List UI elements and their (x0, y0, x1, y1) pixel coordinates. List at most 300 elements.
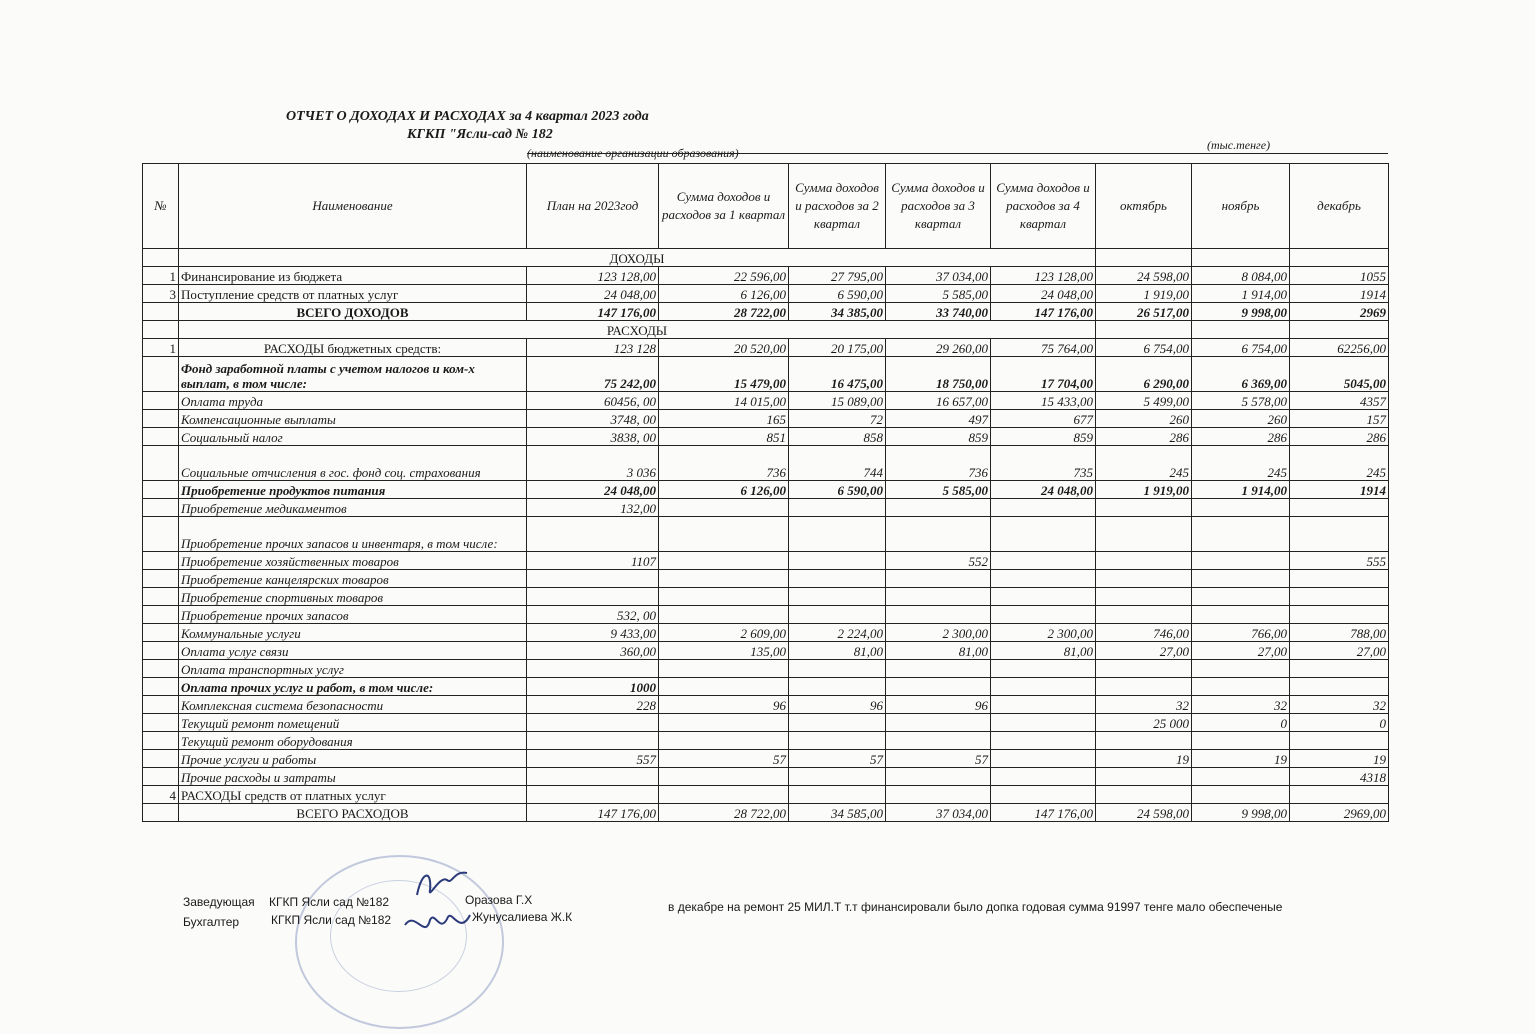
cell-dec: 4318 (1290, 768, 1389, 786)
organization-name: КГКП "Ясли-сад № 182 (407, 127, 553, 142)
col-header-dec: декабрь (1290, 164, 1389, 249)
cell-dec: 555 (1290, 552, 1389, 570)
table-row (143, 642, 1389, 660)
cell-q3 (886, 570, 991, 588)
cell-q2 (789, 606, 886, 624)
table-row (143, 714, 1389, 732)
row-name: Фонд заработной платы с учетом налогов и ком-х выплат, в том числе: (179, 357, 527, 392)
cell-plan: 3 036 (527, 446, 659, 481)
row-name: Социальные отчисления в гос. фонд соц. страхования (179, 446, 527, 481)
cell-oct (1096, 786, 1192, 804)
row-number (143, 481, 179, 499)
cell-q4: 81,00 (991, 642, 1096, 660)
table-row (143, 660, 1389, 678)
cell-q3 (886, 517, 991, 552)
cell-q2 (789, 768, 886, 786)
accountant-role: Бухгалтер (183, 915, 240, 929)
cell-q4 (991, 570, 1096, 588)
table-row (143, 481, 1389, 499)
cell-plan: 557 (527, 750, 659, 768)
row-name: Социальный налог (179, 428, 527, 446)
table-row (143, 285, 1389, 303)
cell-q4 (991, 517, 1096, 552)
cell-nov: 6 754,00 (1192, 339, 1290, 357)
section-title: РАСХОДЫ (179, 321, 1096, 339)
table-row (143, 339, 1389, 357)
cell-q4: 15 433,00 (991, 392, 1096, 410)
table-row (143, 696, 1389, 714)
row-number (143, 499, 179, 517)
section-row (143, 249, 1389, 267)
cell-oct (1096, 678, 1192, 696)
row-number (143, 588, 179, 606)
table-row (143, 624, 1389, 642)
row-number: 1 (143, 267, 179, 285)
cell-dec: 157 (1290, 410, 1389, 428)
cell-q3 (886, 660, 991, 678)
row-number: 4 (143, 786, 179, 804)
cell-plan: 1107 (527, 552, 659, 570)
cell-q3: 16 657,00 (886, 392, 991, 410)
row-number (143, 552, 179, 570)
cell-plan: 123 128 (527, 339, 659, 357)
cell-q4 (991, 786, 1096, 804)
cell-nov (1192, 786, 1290, 804)
cell-nov: 9 998,00 (1192, 804, 1290, 822)
cell-q1: 736 (659, 446, 789, 481)
cell-oct: 26 517,00 (1096, 303, 1192, 321)
cell-q4: 24 048,00 (991, 285, 1096, 303)
cell-dec: 1914 (1290, 285, 1389, 303)
row-name: Оплата труда (179, 392, 527, 410)
cell-q1 (659, 517, 789, 552)
row-number (143, 714, 179, 732)
cell-q1: 6 126,00 (659, 481, 789, 499)
cell-q2 (789, 732, 886, 750)
cell-q3: 5 585,00 (886, 285, 991, 303)
row-name: Прочие услуги и работы (179, 750, 527, 768)
cell-q4: 147 176,00 (991, 804, 1096, 822)
cell-oct: 32 (1096, 696, 1192, 714)
cell-q2: 81,00 (789, 642, 886, 660)
cell-q3: 5 585,00 (886, 481, 991, 499)
footnote: в декабре на ремонт 25 МИЛ.Т т.т финансировали было допка годовая сумма 91997 тенге мало обеспеченые (668, 900, 1283, 914)
row-number (143, 750, 179, 768)
cell-plan: 9 433,00 (527, 624, 659, 642)
col-header-q1: Сумма доходов и расходов за 1 квартал (659, 164, 789, 249)
cell-q4: 123 128,00 (991, 267, 1096, 285)
cell-plan: 360,00 (527, 642, 659, 660)
cell-q1 (659, 570, 789, 588)
cell-q4: 859 (991, 428, 1096, 446)
cell-q3 (886, 714, 991, 732)
cell-q2: 20 175,00 (789, 339, 886, 357)
col-header-q2: Сумма доходов и расходов за 2 квартал (789, 164, 886, 249)
table-row (143, 804, 1389, 822)
row-name: Поступление средств от платных услуг (179, 285, 527, 303)
row-name: Приобретение продуктов питания (179, 481, 527, 499)
row-number (143, 303, 179, 321)
cell-dec: 0 (1290, 714, 1389, 732)
cell-plan: 132,00 (527, 499, 659, 517)
row-number (143, 392, 179, 410)
table-row (143, 267, 1389, 285)
cell-q2 (789, 588, 886, 606)
row-name: Оплата услуг связи (179, 642, 527, 660)
report-table (142, 163, 1389, 822)
cell-q1: 14 015,00 (659, 392, 789, 410)
cell-q2: 15 089,00 (789, 392, 886, 410)
cell-plan: 147 176,00 (527, 804, 659, 822)
table-row (143, 750, 1389, 768)
cell-plan: 24 048,00 (527, 481, 659, 499)
table-row (143, 428, 1389, 446)
section-empty-cell (1192, 321, 1290, 339)
cell-plan: 228 (527, 696, 659, 714)
cell-q2: 34 385,00 (789, 303, 886, 321)
table-row (143, 446, 1389, 481)
row-number (143, 428, 179, 446)
row-name: РАСХОДЫ средств от платных услуг (179, 786, 527, 804)
cell-q1: 2 609,00 (659, 624, 789, 642)
section-row (143, 321, 1389, 339)
row-number: 3 (143, 285, 179, 303)
accountant-name: Жунусалиева Ж.К (472, 910, 573, 924)
cell-oct: 24 598,00 (1096, 804, 1192, 822)
row-number (143, 624, 179, 642)
cell-q4: 17 704,00 (991, 357, 1096, 392)
cell-q3: 2 300,00 (886, 624, 991, 642)
cell-dec: 19 (1290, 750, 1389, 768)
cell-oct (1096, 768, 1192, 786)
head-role: Заведующая (183, 895, 255, 909)
col-header-nov: ноябрь (1192, 164, 1290, 249)
cell-plan: 532, 00 (527, 606, 659, 624)
cell-oct (1096, 606, 1192, 624)
cell-plan (527, 786, 659, 804)
cell-q3: 81,00 (886, 642, 991, 660)
cell-q3: 96 (886, 696, 991, 714)
cell-q4 (991, 552, 1096, 570)
cell-q2: 6 590,00 (789, 481, 886, 499)
row-name: Прочие расходы и затраты (179, 768, 527, 786)
cell-nov (1192, 552, 1290, 570)
cell-oct: 19 (1096, 750, 1192, 768)
row-name: Приобретение прочих запасов и инвентаря, в том числе: (179, 517, 527, 552)
cell-oct: 25 000 (1096, 714, 1192, 732)
cell-plan: 3838, 00 (527, 428, 659, 446)
cell-nov (1192, 499, 1290, 517)
cell-dec: 1914 (1290, 481, 1389, 499)
cell-q4: 147 176,00 (991, 303, 1096, 321)
cell-plan (527, 732, 659, 750)
cell-oct (1096, 552, 1192, 570)
cell-q1: 165 (659, 410, 789, 428)
table-row (143, 768, 1389, 786)
row-number: 1 (143, 339, 179, 357)
cell-q1: 28 722,00 (659, 303, 789, 321)
cell-nov: 6 369,00 (1192, 357, 1290, 392)
table-row (143, 357, 1389, 392)
cell-nov (1192, 606, 1290, 624)
cell-dec (1290, 660, 1389, 678)
row-name: Коммунальные услуги (179, 624, 527, 642)
cell-q3: 18 750,00 (886, 357, 991, 392)
cell-oct: 746,00 (1096, 624, 1192, 642)
row-name: Приобретение хозяйственных товаров (179, 552, 527, 570)
row-name: Приобретение медикаментов (179, 499, 527, 517)
row-number (143, 660, 179, 678)
cell-oct (1096, 588, 1192, 606)
cell-oct: 1 919,00 (1096, 481, 1192, 499)
cell-q1: 96 (659, 696, 789, 714)
cell-plan (527, 570, 659, 588)
cell-oct (1096, 660, 1192, 678)
cell-plan: 147 176,00 (527, 303, 659, 321)
cell-oct (1096, 570, 1192, 588)
cell-dec (1290, 499, 1389, 517)
section-no-cell (143, 321, 179, 339)
cell-plan: 60456, 00 (527, 392, 659, 410)
cell-dec (1290, 570, 1389, 588)
cell-dec: 27,00 (1290, 642, 1389, 660)
cell-q1 (659, 606, 789, 624)
cell-plan: 123 128,00 (527, 267, 659, 285)
cell-q4 (991, 732, 1096, 750)
cell-plan: 1000 (527, 678, 659, 696)
cell-q4 (991, 660, 1096, 678)
cell-nov: 8 084,00 (1192, 267, 1290, 285)
cell-q3 (886, 606, 991, 624)
section-empty-cell (1192, 249, 1290, 267)
cell-dec: 5045,00 (1290, 357, 1389, 392)
cell-plan (527, 768, 659, 786)
cell-q3: 497 (886, 410, 991, 428)
cell-dec (1290, 732, 1389, 750)
table-row (143, 499, 1389, 517)
cell-q3 (886, 786, 991, 804)
cell-nov: 27,00 (1192, 642, 1290, 660)
cell-q3: 552 (886, 552, 991, 570)
row-number (143, 696, 179, 714)
cell-nov (1192, 660, 1290, 678)
cell-q3: 57 (886, 750, 991, 768)
cell-q1 (659, 499, 789, 517)
section-no-cell (143, 249, 179, 267)
col-header-no: № (143, 164, 179, 249)
cell-q3 (886, 732, 991, 750)
table-body (143, 249, 1389, 822)
row-name: Компенсационные выплаты (179, 410, 527, 428)
col-header-name: Наименование (179, 164, 527, 249)
cell-q1 (659, 678, 789, 696)
cell-q1 (659, 660, 789, 678)
table-row (143, 517, 1389, 552)
table-row (143, 606, 1389, 624)
cell-q2: 858 (789, 428, 886, 446)
table-row (143, 410, 1389, 428)
cell-dec: 286 (1290, 428, 1389, 446)
row-name: Оплата прочих услуг и работ, в том числе: (179, 678, 527, 696)
row-number (143, 410, 179, 428)
head-name: Оразова Г.Х (465, 893, 533, 907)
col-header-q3: Сумма доходов и расходов за 3 квартал (886, 164, 991, 249)
cell-q2 (789, 660, 886, 678)
cell-plan: 24 048,00 (527, 285, 659, 303)
cell-nov: 0 (1192, 714, 1290, 732)
row-number (143, 642, 179, 660)
cell-q3: 37 034,00 (886, 804, 991, 822)
cell-q4: 24 048,00 (991, 481, 1096, 499)
table-row (143, 552, 1389, 570)
cell-q1: 22 596,00 (659, 267, 789, 285)
cell-q2 (789, 517, 886, 552)
cell-q2: 34 585,00 (789, 804, 886, 822)
accountant-signature (400, 905, 475, 945)
cell-q3: 33 740,00 (886, 303, 991, 321)
section-empty-cell (1290, 249, 1389, 267)
cell-nov: 9 998,00 (1192, 303, 1290, 321)
table-row (143, 570, 1389, 588)
cell-q1 (659, 732, 789, 750)
table-row (143, 732, 1389, 750)
cell-dec (1290, 786, 1389, 804)
cell-dec: 2969 (1290, 303, 1389, 321)
cell-plan (527, 714, 659, 732)
section-title: ДОХОДЫ (179, 249, 1096, 267)
cell-oct (1096, 517, 1192, 552)
table-row (143, 588, 1389, 606)
row-name: Приобретение канцелярских товаров (179, 570, 527, 588)
cell-q1: 135,00 (659, 642, 789, 660)
cell-oct: 27,00 (1096, 642, 1192, 660)
cell-q2 (789, 570, 886, 588)
cell-nov: 245 (1192, 446, 1290, 481)
row-name: Оплата транспортных услуг (179, 660, 527, 678)
col-header-plan: План на 2023год (527, 164, 659, 249)
cell-dec: 2969,00 (1290, 804, 1389, 822)
cell-q1: 6 126,00 (659, 285, 789, 303)
header-rule (527, 153, 1388, 154)
cell-q1 (659, 588, 789, 606)
cell-nov (1192, 732, 1290, 750)
row-name: Текущий ремонт оборудования (179, 732, 527, 750)
row-name: РАСХОДЫ бюджетных средств: (179, 339, 527, 357)
cell-q3 (886, 588, 991, 606)
cell-dec (1290, 517, 1389, 552)
cell-q2: 6 590,00 (789, 285, 886, 303)
cell-q2 (789, 786, 886, 804)
cell-q1: 20 520,00 (659, 339, 789, 357)
cell-dec: 32 (1290, 696, 1389, 714)
row-name: Приобретение прочих запасов (179, 606, 527, 624)
cell-oct (1096, 499, 1192, 517)
cell-nov: 260 (1192, 410, 1290, 428)
col-header-q4: Сумма доходов и расходов за 4 квартал (991, 164, 1096, 249)
cell-dec (1290, 588, 1389, 606)
cell-oct: 6 290,00 (1096, 357, 1192, 392)
col-header-oct: октябрь (1096, 164, 1192, 249)
cell-q2: 744 (789, 446, 886, 481)
cell-q4: 735 (991, 446, 1096, 481)
cell-q3 (886, 678, 991, 696)
cell-oct: 24 598,00 (1096, 267, 1192, 285)
organization-caption: (наименование организации образования) (527, 146, 739, 160)
cell-q1 (659, 552, 789, 570)
cell-oct: 245 (1096, 446, 1192, 481)
cell-plan (527, 517, 659, 552)
cell-plan (527, 588, 659, 606)
cell-q1: 57 (659, 750, 789, 768)
cell-q2 (789, 678, 886, 696)
cell-q2: 96 (789, 696, 886, 714)
report-title: ОТЧЕТ О ДОХОДАХ И РАСХОДАХ за 4 квартал 2023 года (286, 109, 649, 124)
director-signature (412, 865, 472, 905)
cell-q3 (886, 499, 991, 517)
cell-nov (1192, 517, 1290, 552)
cell-q4 (991, 696, 1096, 714)
row-number (143, 446, 179, 481)
row-name: ВСЕГО ДОХОДОВ (179, 303, 527, 321)
row-number (143, 517, 179, 552)
row-number (143, 732, 179, 750)
cell-q3: 29 260,00 (886, 339, 991, 357)
cell-q3: 37 034,00 (886, 267, 991, 285)
cell-q1 (659, 714, 789, 732)
cell-dec (1290, 606, 1389, 624)
cell-oct (1096, 732, 1192, 750)
row-number (143, 570, 179, 588)
cell-nov (1192, 678, 1290, 696)
cell-oct: 1 919,00 (1096, 285, 1192, 303)
cell-q4 (991, 714, 1096, 732)
row-name: Текущий ремонт помещений (179, 714, 527, 732)
cell-q2 (789, 552, 886, 570)
cell-nov: 5 578,00 (1192, 392, 1290, 410)
row-number (143, 357, 179, 392)
cell-dec: 788,00 (1290, 624, 1389, 642)
cell-q3 (886, 768, 991, 786)
cell-q2 (789, 714, 886, 732)
cell-nov (1192, 588, 1290, 606)
table-header-row (143, 164, 1389, 249)
table-row (143, 303, 1389, 321)
cell-q2: 57 (789, 750, 886, 768)
cell-oct: 6 754,00 (1096, 339, 1192, 357)
cell-q1 (659, 786, 789, 804)
table-row (143, 786, 1389, 804)
cell-q4: 2 300,00 (991, 624, 1096, 642)
cell-oct: 260 (1096, 410, 1192, 428)
table-row (143, 392, 1389, 410)
cell-q1: 15 479,00 (659, 357, 789, 392)
cell-q3: 859 (886, 428, 991, 446)
row-number (143, 804, 179, 822)
row-number (143, 768, 179, 786)
cell-q3: 736 (886, 446, 991, 481)
cell-q2: 72 (789, 410, 886, 428)
row-name: Комплексная система безопасности (179, 696, 527, 714)
cell-q1: 28 722,00 (659, 804, 789, 822)
cell-nov: 1 914,00 (1192, 285, 1290, 303)
cell-q4 (991, 768, 1096, 786)
cell-q1 (659, 768, 789, 786)
cell-nov: 766,00 (1192, 624, 1290, 642)
section-empty-cell (1290, 321, 1389, 339)
cell-q2: 2 224,00 (789, 624, 886, 642)
cell-q4 (991, 678, 1096, 696)
row-number (143, 606, 179, 624)
